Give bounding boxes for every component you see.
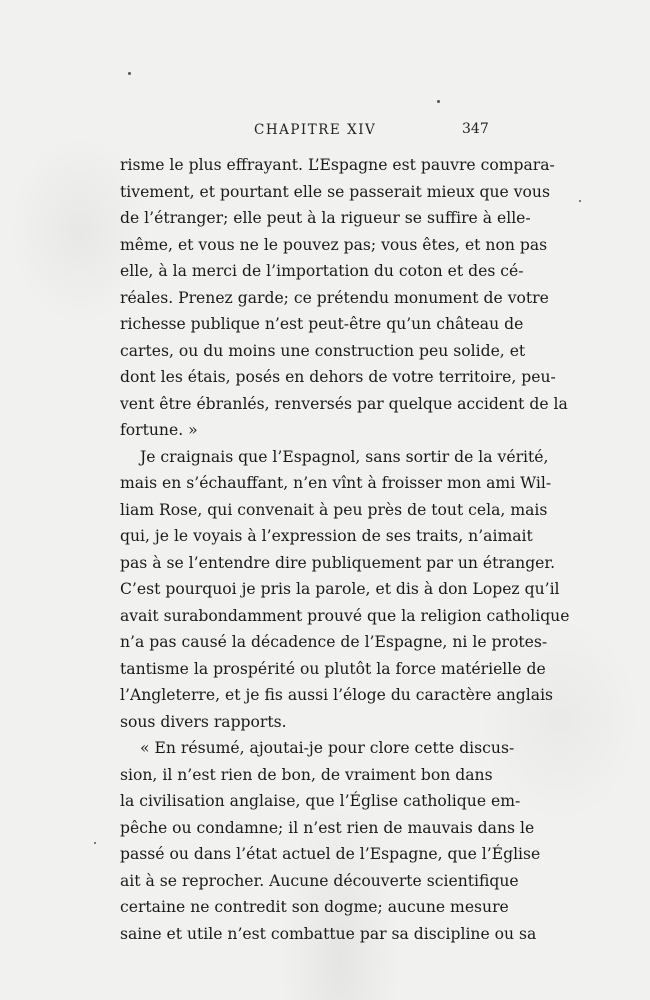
text-line: la civilisation anglaise, que l’Église catholique em- [120, 792, 521, 810]
text-line: Je craignais que l’Espagnol, sans sortir de la vérité, [140, 447, 549, 466]
text-line: cartes, ou du moins une construction peu solide, et [120, 341, 526, 360]
text-line: passé ou dans l’état actuel de l’Espagne, que l’Église [120, 845, 541, 863]
text-line: l’Angleterre, et je fis aussi l’éloge du caractère anglais [120, 686, 554, 704]
paper-speck [437, 100, 440, 103]
text-line: mais en s’échauffant, n’en vînt à froisser mon ami Wil- [120, 474, 552, 492]
text-line: liam Rose, qui convenait à peu près de tout cela, mais [120, 500, 548, 519]
text-line: ait à se reprocher. Aucune découverte scientifique [120, 871, 519, 890]
paragraph [120, 152, 568, 444]
text-line: C’est pourquoi je pris la parole, et dis à don Lopez qu’il [120, 580, 560, 598]
text-line: tivement, et pourtant elle se passerait mieux que vous [120, 182, 550, 201]
text-line: qui, je le voyais à l’expression de ses traits, n’aimait [120, 527, 533, 545]
text-line: elle, à la merci de l’importation du coton et des cé- [120, 262, 524, 280]
paper-speck [94, 842, 96, 844]
paper-speck [579, 200, 581, 202]
text-line: « En résumé, ajoutai-je pour clore cette discus- [140, 739, 515, 757]
paper-speck [128, 72, 131, 75]
text-line: pas à se l’entendre dire publiquement par un étranger. [120, 553, 556, 572]
paragraph [120, 735, 541, 947]
page-number: 347 [462, 121, 489, 137]
text-line: dont les étais, posés en dehors de votre territoire, peu- [120, 368, 556, 386]
running-header [0, 120, 650, 144]
text-line: certaine ne contredit son dogme; aucune mesure [120, 898, 509, 916]
text-line: sous divers rapports. [120, 712, 287, 731]
text-line: vent être ébranlés, renversés par quelque accident de la [120, 394, 568, 413]
text-line: même, et vous ne le pouvez pas; vous êtes, et non pas [120, 235, 548, 254]
text-line: richesse publique n’est peut-être qu’un château de [120, 315, 524, 333]
text-line: risme le plus effrayant. L’Espagne est pauvre compara- [120, 156, 555, 174]
text-line: fortune. » [120, 421, 198, 439]
text-line: sion, il n’est rien de bon, de vraiment bon dans [120, 765, 493, 784]
text-line: avait surabondamment prouvé que la religion catholique [120, 606, 570, 625]
text-line: réales. Prenez garde; ce prétendu monument de votre [120, 288, 549, 307]
text-line: n’a pas causé la décadence de l’Espagne, ni le protes- [120, 633, 548, 651]
chapter-title: CHAPITRE XIV [254, 122, 377, 138]
paragraph [120, 444, 570, 736]
text-line: pêche ou condamne; il n’est rien de mauvais dans le [120, 818, 535, 837]
text-line: saine et utile n’est combattue par sa discipline ou sa [120, 924, 537, 943]
text-line: tantisme la prospérité ou plutôt la force matérielle de [120, 659, 546, 678]
body-text [120, 152, 570, 947]
text-line: de l’étranger; elle peut à la rigueur se suffire à elle- [120, 209, 531, 227]
